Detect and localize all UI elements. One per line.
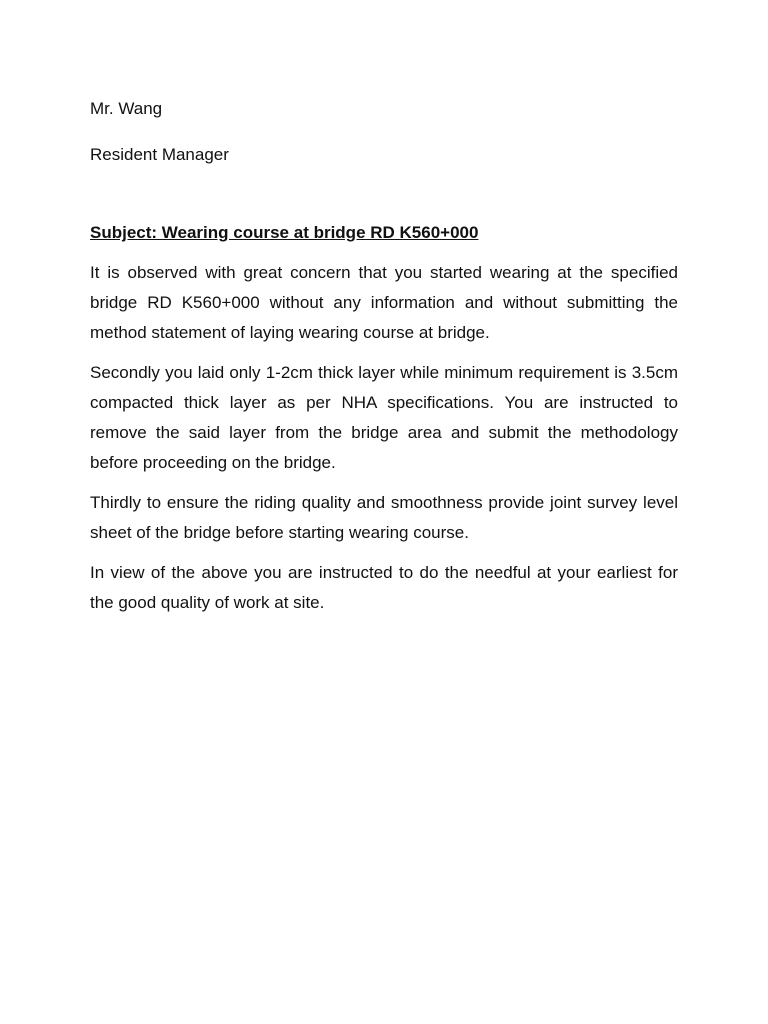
letter-subject: Subject: Wearing course at bridge RD K560+000 [90, 223, 479, 242]
recipient-name: Mr. Wang [90, 99, 163, 118]
recipient-title: Resident Manager [90, 145, 229, 164]
letter-body [90, 94, 678, 628]
paragraph-3: Thirdly to ensure the riding quality and smoothness provide joint survey level sheet of the bridge before starting wearing course. [90, 493, 678, 542]
paragraph-1: It is observed with great concern that you started wearing at the specified bridge RD K560+000 without any information and without submitting the method statement of laying wearing course at bridge. [90, 263, 678, 342]
paragraph-2: Secondly you laid only 1-2cm thick layer while minimum requirement is 3.5cm compacted thick layer as per NHA specifications. You are instructed to remove the said layer from the bridge area and submit the methodology before proceeding on the bridge. [90, 363, 678, 472]
paragraph-4: In view of the above you are instructed to do the needful at your earliest for the good quality of work at site. [90, 563, 678, 612]
